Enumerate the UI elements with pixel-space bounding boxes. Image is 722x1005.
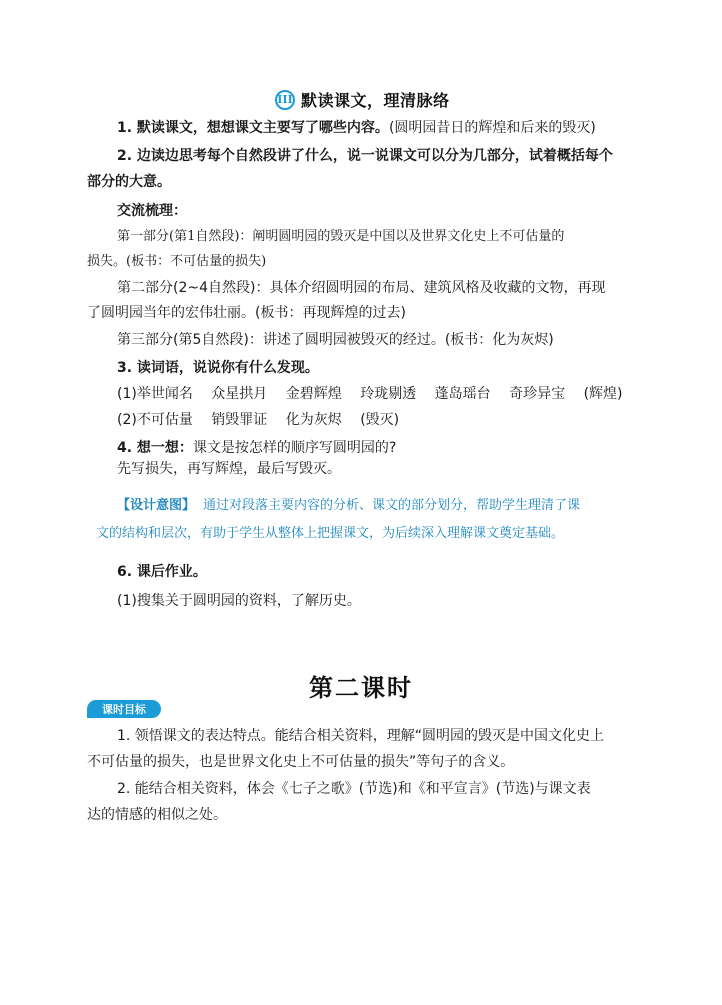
word-row-1 (117, 384, 623, 404)
part-1-line-1: 第一部分(第1自然段)：阐明圆明园的毁灭是中国以及世界文化史上不可估量的 (117, 229, 565, 244)
question-6-label: 6. 课后作业。 (117, 564, 207, 580)
lesson-title: 第二课时 (309, 673, 413, 702)
question-4-answer: 先写损失，再写辉煌，最后写毁灭。 (117, 461, 341, 477)
design-note-line-1 (117, 496, 580, 516)
word-item: 众星拱月 (211, 386, 268, 402)
word-item: 销毁罪证 (211, 412, 268, 428)
word-item: 化为灰烬 (285, 412, 342, 428)
word-item: 金碧辉煌 (285, 386, 342, 402)
goal-1-line-1: 1. 领悟课文的表达特点。能结合相关资料，理解“圆明园的毁灭是中国文化史上 (117, 728, 605, 744)
word-item: 奇珍异宝 (509, 386, 566, 402)
lesson-goals-badge: 课时目标 (87, 700, 161, 718)
question-3-label: 3. 读词语，说说你有什么发现。 (117, 360, 319, 376)
design-note-text: 通过对段落主要内容的分析、课文的部分划分，帮助学生理清了课 (203, 498, 581, 513)
design-note-line-2: 文的结构和层次，有助于学生从整体上把握课文，为后续深入理解课文奠定基础。 (96, 526, 565, 541)
part-1-line-2: 损失。(板书：不可估量的损失) (87, 254, 267, 269)
goal-2-line-2: 达的情感的相似之处。 (87, 807, 227, 823)
word-item: 蓬岛瑶台 (434, 386, 491, 402)
section-number-badge: III (275, 90, 295, 110)
section-header (275, 88, 450, 111)
part-3: 第三部分(第5自然段)：讲述了圆明园被毁灭的经过。(板书：化为灰烬) (117, 332, 554, 348)
section-title: 默读课文，理清脉络 (301, 91, 450, 110)
question-4-text: 课文是按怎样的顺序写圆明园的? (192, 440, 397, 456)
question-1-label: 1. 默读课文，想想课文主要写了哪些内容。 (117, 120, 389, 136)
word-item: 玲珑剔透 (360, 386, 417, 402)
word-category: (辉煌) (583, 386, 623, 402)
question-1 (117, 118, 596, 138)
word-item: (1)举世闻名 (117, 386, 193, 402)
part-2-line-2: 了圆明园当年的宏伟壮丽。(板书：再现辉煌的过去) (87, 305, 406, 321)
word-row-2 (117, 410, 399, 430)
question-4 (117, 438, 396, 458)
question-4-label: 4. 想一想： (117, 440, 193, 456)
homework-item-1: (1)搜集关于圆明园的资料，了解历史。 (117, 593, 361, 609)
word-category: (毁灭) (360, 412, 400, 428)
goal-2-line-1: 2. 能结合相关资料，体会《七子之歌》(节选)和《和平宣言》(节选)与课文表 (117, 781, 591, 797)
question-2-line-2: 部分的大意。 (87, 174, 171, 190)
exchange-heading: 交流梳理： (117, 203, 187, 219)
question-2-line-1: 2. 边读边思考每个自然段讲了什么，说一说课文可以分为几部分，试着概括每个 (117, 148, 613, 164)
question-1-answer: (圆明园昔日的辉煌和后来的毁灭) (388, 120, 596, 136)
word-item: (2)不可估量 (117, 412, 193, 428)
part-2-line-1: 第二部分(2~4自然段)：具体介绍圆明园的布局、建筑风格及收藏的文物，再现 (117, 280, 606, 296)
goal-1-line-2: 不可估量的损失，也是世界文化史上不可估量的损失”等句子的含义。 (87, 754, 515, 770)
design-note-tag: 【设计意图】 (117, 498, 196, 513)
